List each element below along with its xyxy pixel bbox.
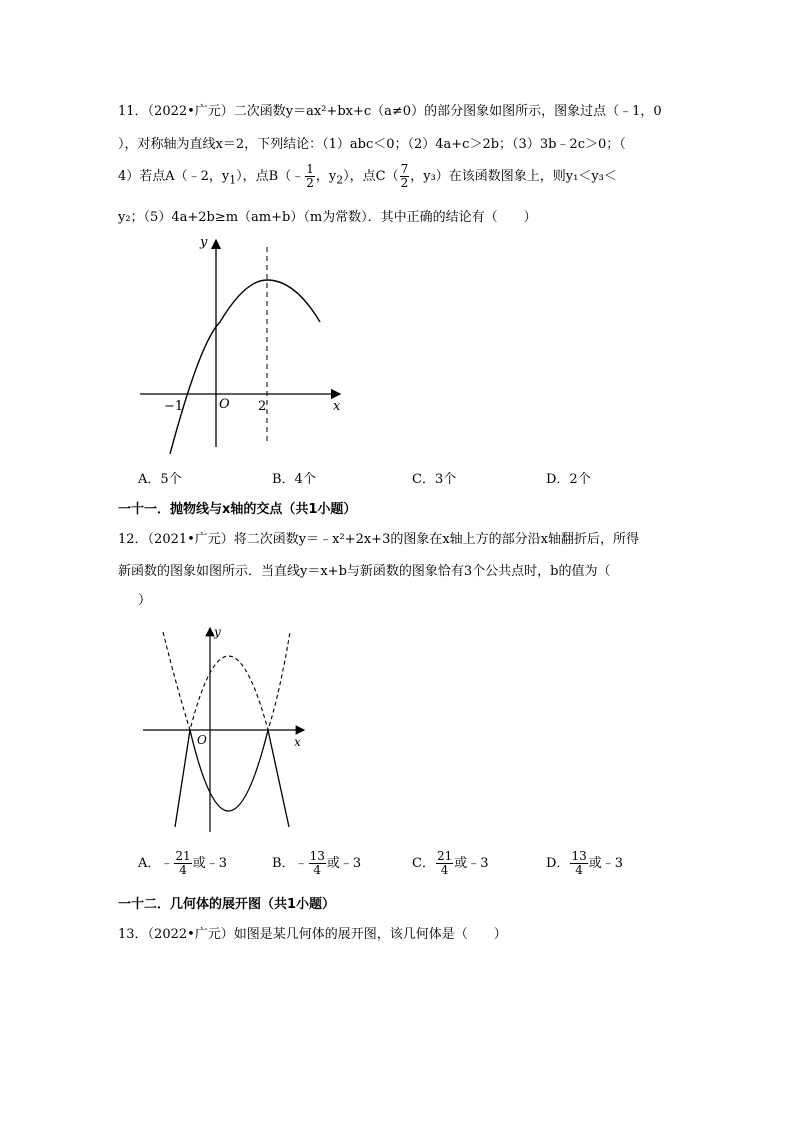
y-axis-label: y <box>200 235 208 250</box>
option-sign: ﹣ <box>160 856 174 871</box>
fraction-denominator: 4 <box>575 863 583 877</box>
section-heading-11: 一十一．抛物线与x轴的交点（共1小题） <box>118 502 357 517</box>
option-label: A． <box>138 856 161 871</box>
q11-option-d[interactable]: D．2个 <box>546 472 591 487</box>
q12-option-a[interactable] <box>138 850 227 877</box>
tick-label-2: 2 <box>258 399 267 414</box>
q11-line-3-mid3: ），点C（ <box>343 169 399 184</box>
option-fraction <box>570 850 587 877</box>
option-label: B． <box>272 856 295 871</box>
subscript: 1 <box>229 173 237 187</box>
q11-option-c[interactable]: C．3个 <box>412 472 457 487</box>
dashed-original-parabola <box>163 632 290 730</box>
fraction-numerator: 13 <box>309 849 325 863</box>
fraction-c <box>400 163 410 190</box>
origin-label: O <box>197 733 207 747</box>
parabola-curve <box>170 280 320 454</box>
folded-function-curve <box>175 730 289 827</box>
y-axis-label: y <box>214 625 221 639</box>
section-heading-12: 一十二．几何体的展开图（共1小题） <box>118 897 336 912</box>
option-sign: ﹣ <box>294 856 308 871</box>
q11-line-2: ），对称轴为直线x＝2，下列结论：（1）abc＜0；（2）4a+c＞2b；（3）3b﹣2c＞0；（ <box>118 137 626 152</box>
fraction-denominator: 4 <box>179 863 187 877</box>
q11-line-3-mid2: ，y <box>315 169 337 184</box>
option-tail: 或﹣3 <box>588 856 623 871</box>
q12-line-2: 新函数的图象如图所示．当直线y＝x+b与新函数的图象恰有3个公共点时，b的值为（ <box>118 564 611 579</box>
origin-label: O <box>219 397 230 412</box>
q11-line-1: 11．（2022•广元）二次函数y＝ax²+bx+c（a≠0）的部分图象如图所示，图象过点（﹣1，0 <box>118 104 662 119</box>
q12-graph <box>138 622 318 837</box>
q11-line-3-pre: 4）若点A（﹣2，y <box>118 169 230 184</box>
subscript: 2 <box>336 173 344 187</box>
fraction-numerator: 21 <box>436 849 453 863</box>
q12-option-c[interactable] <box>412 850 489 877</box>
option-label: C． <box>412 856 435 871</box>
q11-line-3-end: ，y₃）在该函数图象上，则y₁＜y₃＜ <box>410 169 617 184</box>
fraction-denominator: 4 <box>313 863 322 877</box>
q11-option-b[interactable]: B．4个 <box>272 472 316 487</box>
q11-option-a[interactable]: A．5个 <box>138 472 182 487</box>
tick-label-neg1: −1 <box>164 399 184 414</box>
q11-graph <box>130 232 360 462</box>
fraction-denominator: 2 <box>400 176 409 190</box>
option-tail: 或﹣3 <box>192 856 227 871</box>
option-tail: 或﹣3 <box>326 856 362 871</box>
q11-line-3-mid1: ），点B（﹣ <box>236 169 305 184</box>
fraction-numerator: 1 <box>306 162 314 176</box>
q11-line-3 <box>118 163 617 190</box>
q12-line-3: ） <box>138 593 152 608</box>
q11-line-4: y₂；（5）4a+2b≥m（am+b）（m为常数）．其中正确的结论有（ ） <box>118 210 537 225</box>
option-fraction <box>436 850 453 877</box>
fraction-denominator: 2 <box>306 176 314 190</box>
q13-line-1: 13．（2022•广元）如图是某几何体的展开图，该几何体是（ ） <box>118 927 507 942</box>
q12-option-d[interactable] <box>546 850 623 877</box>
option-label: D． <box>546 856 570 871</box>
x-axis-label: x <box>333 399 341 414</box>
fraction-denominator: 4 <box>440 863 449 877</box>
option-fraction <box>309 850 326 877</box>
option-tail: 或﹣3 <box>454 856 489 871</box>
q12-option-b[interactable] <box>272 850 361 877</box>
fraction-numerator: 7 <box>400 162 409 176</box>
fraction-b <box>305 163 315 190</box>
x-axis-label: x <box>294 735 301 749</box>
fraction-numerator: 21 <box>175 849 191 863</box>
option-fraction <box>174 850 191 877</box>
q12-line-1: 12．（2021•广元）将二次函数y＝﹣x²+2x+3的图象在x轴上方的部分沿x轴翻折后，所得 <box>118 532 640 547</box>
fraction-numerator: 13 <box>571 849 587 863</box>
